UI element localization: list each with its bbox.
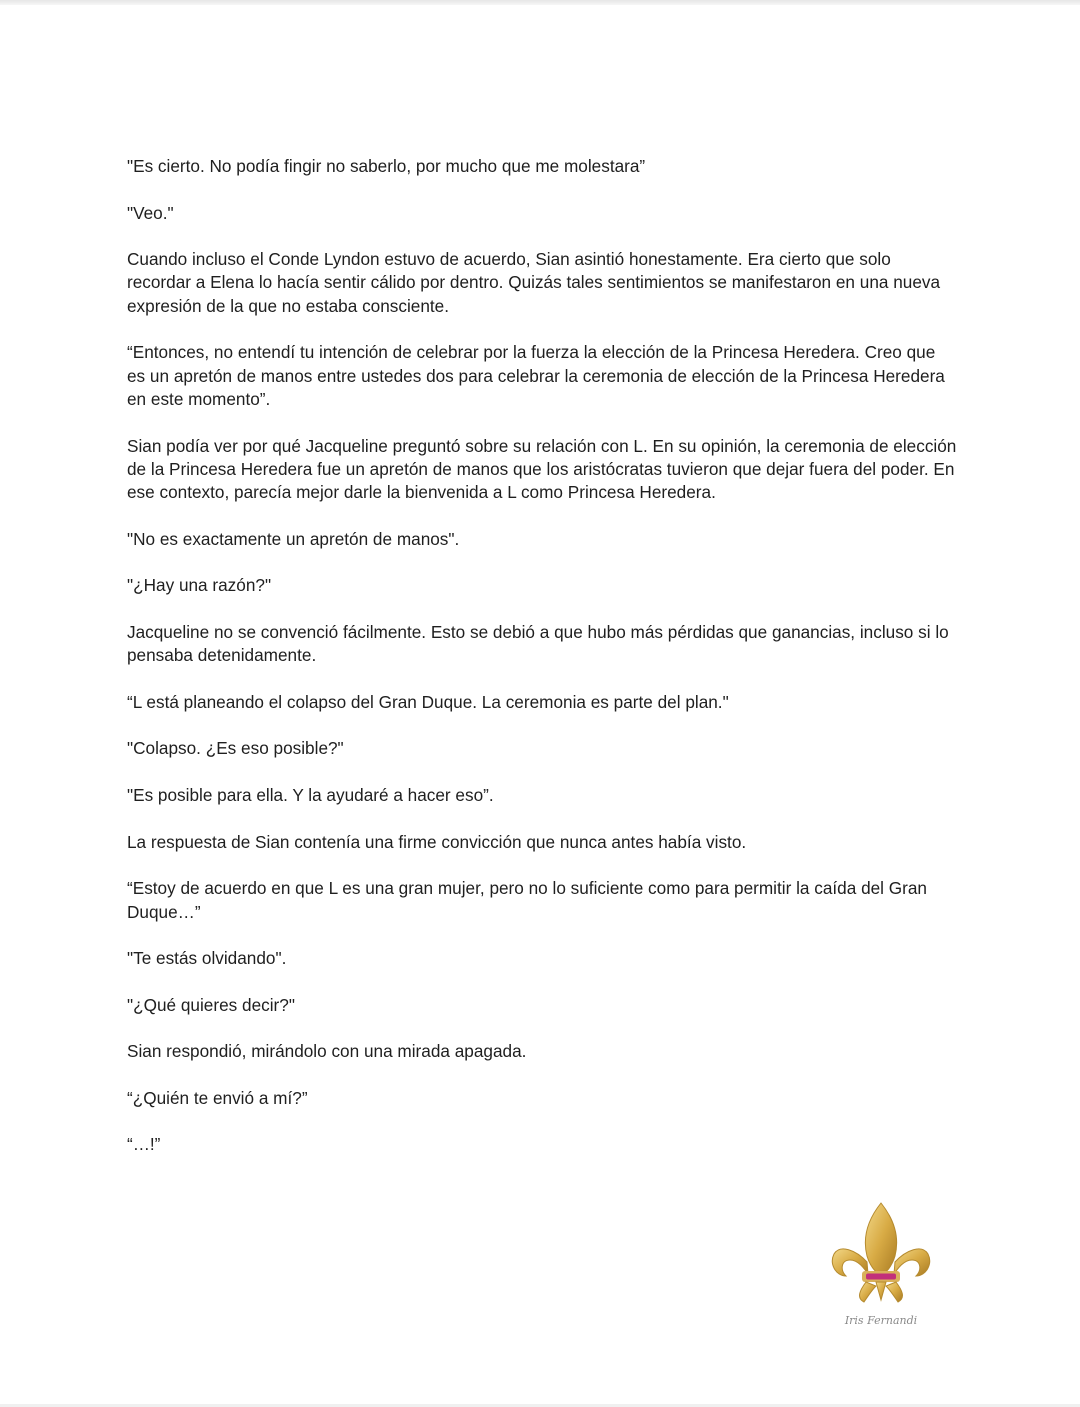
paragraph: “L está planeando el colapso del Gran Duque. La ceremonia es parte del plan." xyxy=(127,691,729,712)
paragraph: "Es posible para ella. Y la ayudaré a hacer eso”. xyxy=(127,785,494,806)
signature-mark: Iris Fernandi xyxy=(844,1314,918,1327)
paragraph: "No es exactamente un apretón de manos". xyxy=(127,528,460,549)
paragraph: Cuando incluso el Conde Lyndon estuvo de acuerdo, Sian asintió honestamente. Era cierto que solo recordar a Elena lo hacía sentir cálido por dentro. Quizás tales sentimientos se manifestaron en una nueva expresión de la que no estaba consciente. xyxy=(127,249,941,316)
paragraph: Sian podía ver por qué Jacqueline preguntó sobre su relación con L. En su opinión, la ceremonia de elección de la Princesa Heredera fue un apretón de manos que los aristócratas tuvieron que dejar fuera del poder. En ese contexto, parecía mejor darle la bienvenida a L como Princesa Heredera. xyxy=(127,435,957,503)
paragraph: "Colapso. ¿Es eso posible?" xyxy=(127,738,344,759)
paragraph: “¿Quién te envió a mí?” xyxy=(127,1087,308,1108)
top-edge xyxy=(0,0,1080,5)
fleur-de-lis-logo xyxy=(826,1200,936,1335)
paragraph: "Veo." xyxy=(127,202,174,223)
paragraph: Sian respondió, mirándolo con una mirada apagada. xyxy=(127,1041,527,1062)
paragraph: “Entonces, no entendí tu intención de celebrar por la fuerza la elección de la Princesa Heredera. Creo que es un apretón de manos entre ustedes dos para celebrar la ceremonia de elección de la Princesa Heredera en este momento”. xyxy=(127,342,945,409)
paragraph: "¿Hay una razón?" xyxy=(127,575,272,596)
paragraph: “…!” xyxy=(127,1134,161,1155)
fleur-de-lis-icon xyxy=(826,1200,936,1335)
text-body xyxy=(127,155,957,1180)
paragraph: La respuesta de Sian contenía una firme convicción que nunca antes había visto. xyxy=(127,831,747,852)
paragraph: “Estoy de acuerdo en que L es una gran mujer, pero no lo suficiente como para permitir la caída del Gran Duque…” xyxy=(127,878,927,922)
paragraph: "¿Qué quieres decir?" xyxy=(127,994,295,1015)
paragraph: Jacqueline no se convenció fácilmente. Esto se debió a que hubo más pérdidas que ganancias, incluso si lo pensaba detenidamente. xyxy=(127,621,949,666)
paragraph: "Es cierto. No podía fingir no saberlo, por mucho que me molestara” xyxy=(127,156,646,176)
paragraph: "Te estás olvidando". xyxy=(127,948,287,969)
